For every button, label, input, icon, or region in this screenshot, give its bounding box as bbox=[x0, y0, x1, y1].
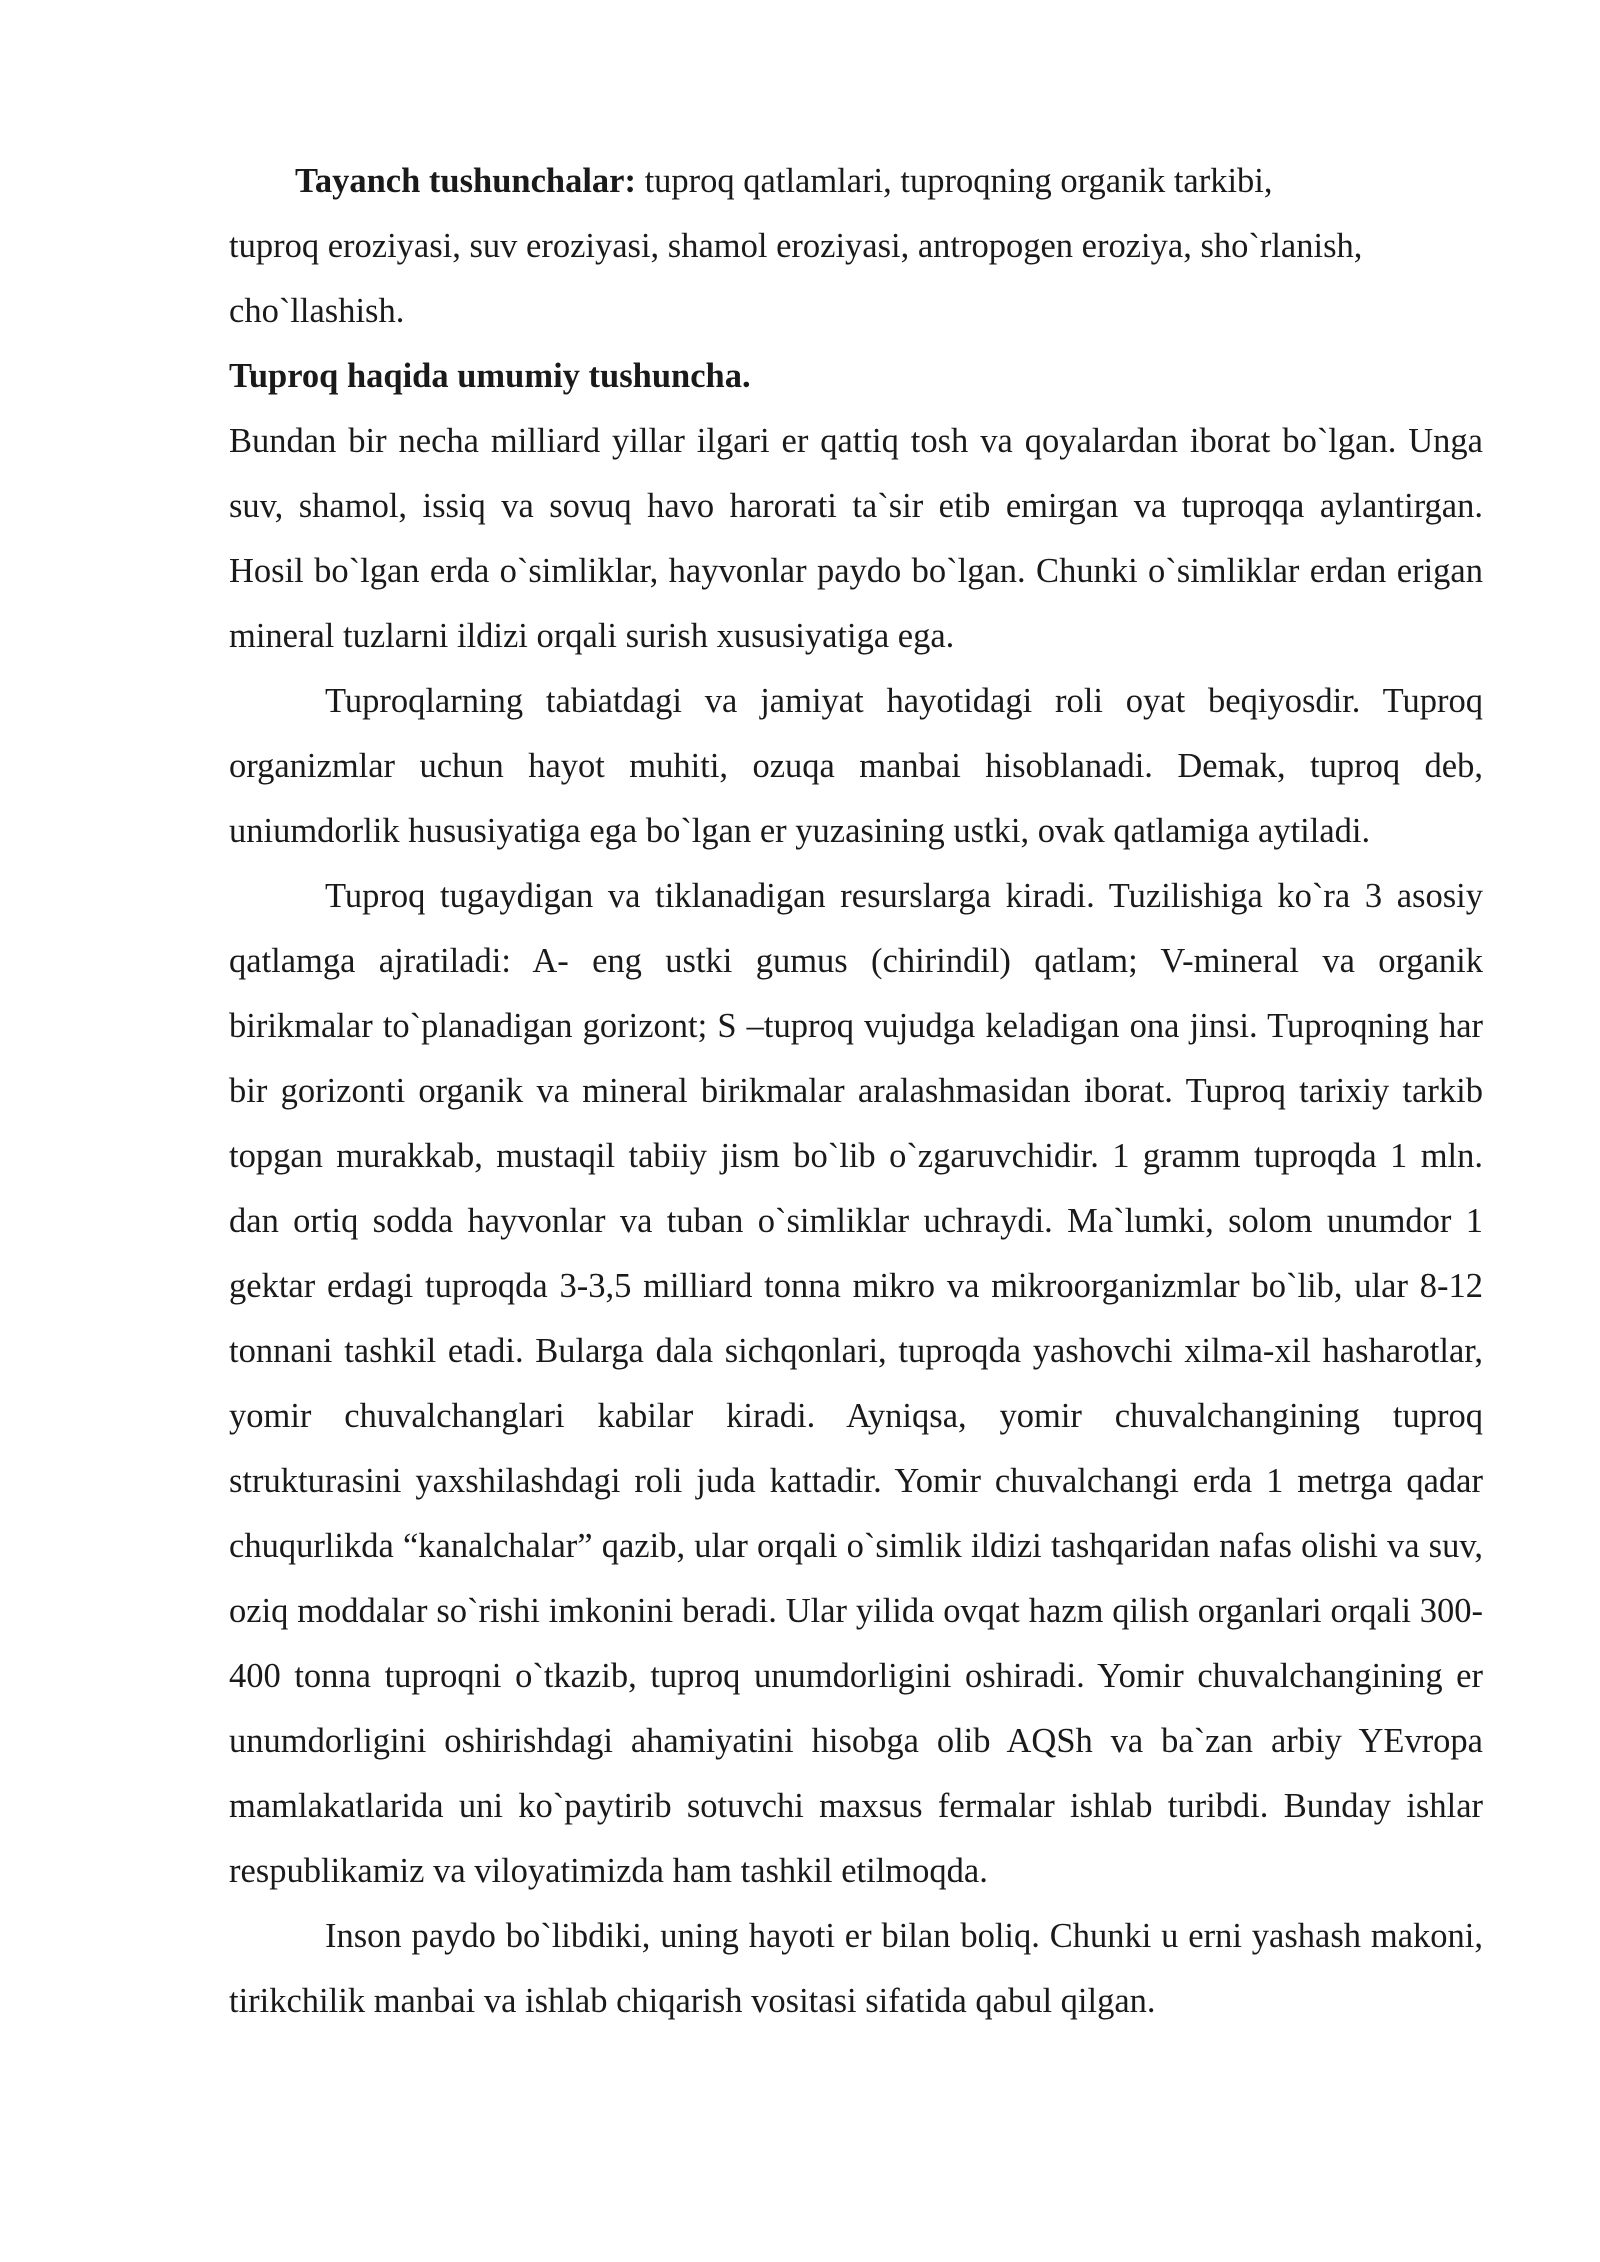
section-heading: Tuproq haqida umumiy tushuncha. bbox=[229, 357, 751, 395]
paragraph-2: Tuproqlarning tabiatdagi va jamiyat hayotidagi roli oyat beqiyosdir. Tuproq organizmlar uchun hayot muhiti, ozuqa manbai hisoblanadi. Demak, tuproq deb, uniumdorlik hususiyatiga ega bo`lgan er yuzasining ustki, ovak qatlamiga aytiladi. bbox=[229, 682, 1483, 850]
key-terms-label: Tayanch tushunchalar: bbox=[295, 162, 636, 200]
key-terms-text: tuproq qatlamlari, tuproqning organik tarkibi, tuproq eroziyasi, suv eroziyasi, shamol eroziyasi, antropogen eroziya, sho`rlanish, cho`llashish. bbox=[229, 162, 1363, 330]
key-terms-paragraph bbox=[229, 149, 1369, 344]
paragraph-1: Bundan bir necha milliard yillar ilgari er qattiq tosh va qoyalardan iborat bo`lgan. Unga suv, shamol, issiq va sovuq havo harorati ta`sir etib emirgan va tuproqqa aylantirgan. Hosil bo`lgan erda o`simliklar, hayvonlar paydo bo`lgan. Chunki o`simliklar erdan erigan mineral tuzlarni ildizi orqali surish xususiyatiga ega. bbox=[229, 422, 1483, 655]
paragraph-4: Inson paydo bo`libdiki, uning hayoti er bilan boliq. Chunki u erni yashash makoni, tirikchilik manbai va ishlab chiqarish vositasi sifatida qabul qilgan. bbox=[229, 1917, 1483, 2020]
paragraph-3: Tuproq tugaydigan va tiklanadigan resurslarga kiradi. Tuzilishiga ko`ra 3 asosiy qatlamga ajratiladi: A- eng ustki gumus (chirindil) qatlam; V-mineral va organik birikmalar to`planadigan gorizont; S –tuproq vujudga keladigan ona jinsi. Tuproqning har bir gorizonti organik va mineral birikmalar aralashmasidan iborat. Tuproq tarixiy tarkib topgan murakkab, mustaqil tabiiy jism bo`lib o`zgaruvchidir. 1 gramm tuproqda 1 mln. dan ortiq sodda hayvonlar va tuban o`simliklar uchraydi. Ma`lumki, solom unumdor 1 gektar erdagi tuproqda 3-3,5 milliard tonna mikro va mikroorganizmlar bo`lib, ular 8-12 tonnani tashkil etadi. Bularga dala sichqonlari, tuproqda yashovchi xilma-xil hasharotlar, yomir chuvalchanglari kabilar kiradi. Ayniqsa, yomir chuvalchangining tuproq strukturasini yaxshilashdagi roli juda kattadir. Yomir chuvalchangi erda 1 metrga qadar chuqurlikda “kanalchalar” qazib, ular orqali o`simlik ildizi tashqaridan nafas olishi va suv, oziq moddalar so`rishi imkonini beradi. Ular yilida ovqat hazm qilish organlari orqali 300-400 tonna tuproqni o`tkazib, tuproq unumdorligini oshiradi. Yomir chuvalchangining er unumdorligini oshirishdagi ahamiyatini hisobga olib AQSh va ba`zan arbiy YEvropa mamlakatlarida uni ko`paytirib sotuvchi maxsus fermalar ishlab turibdi. Bunday ishlar respublikamiz va viloyatimizda ham tashkil etilmoqda. bbox=[229, 877, 1483, 1890]
document-page bbox=[229, 149, 1483, 2034]
